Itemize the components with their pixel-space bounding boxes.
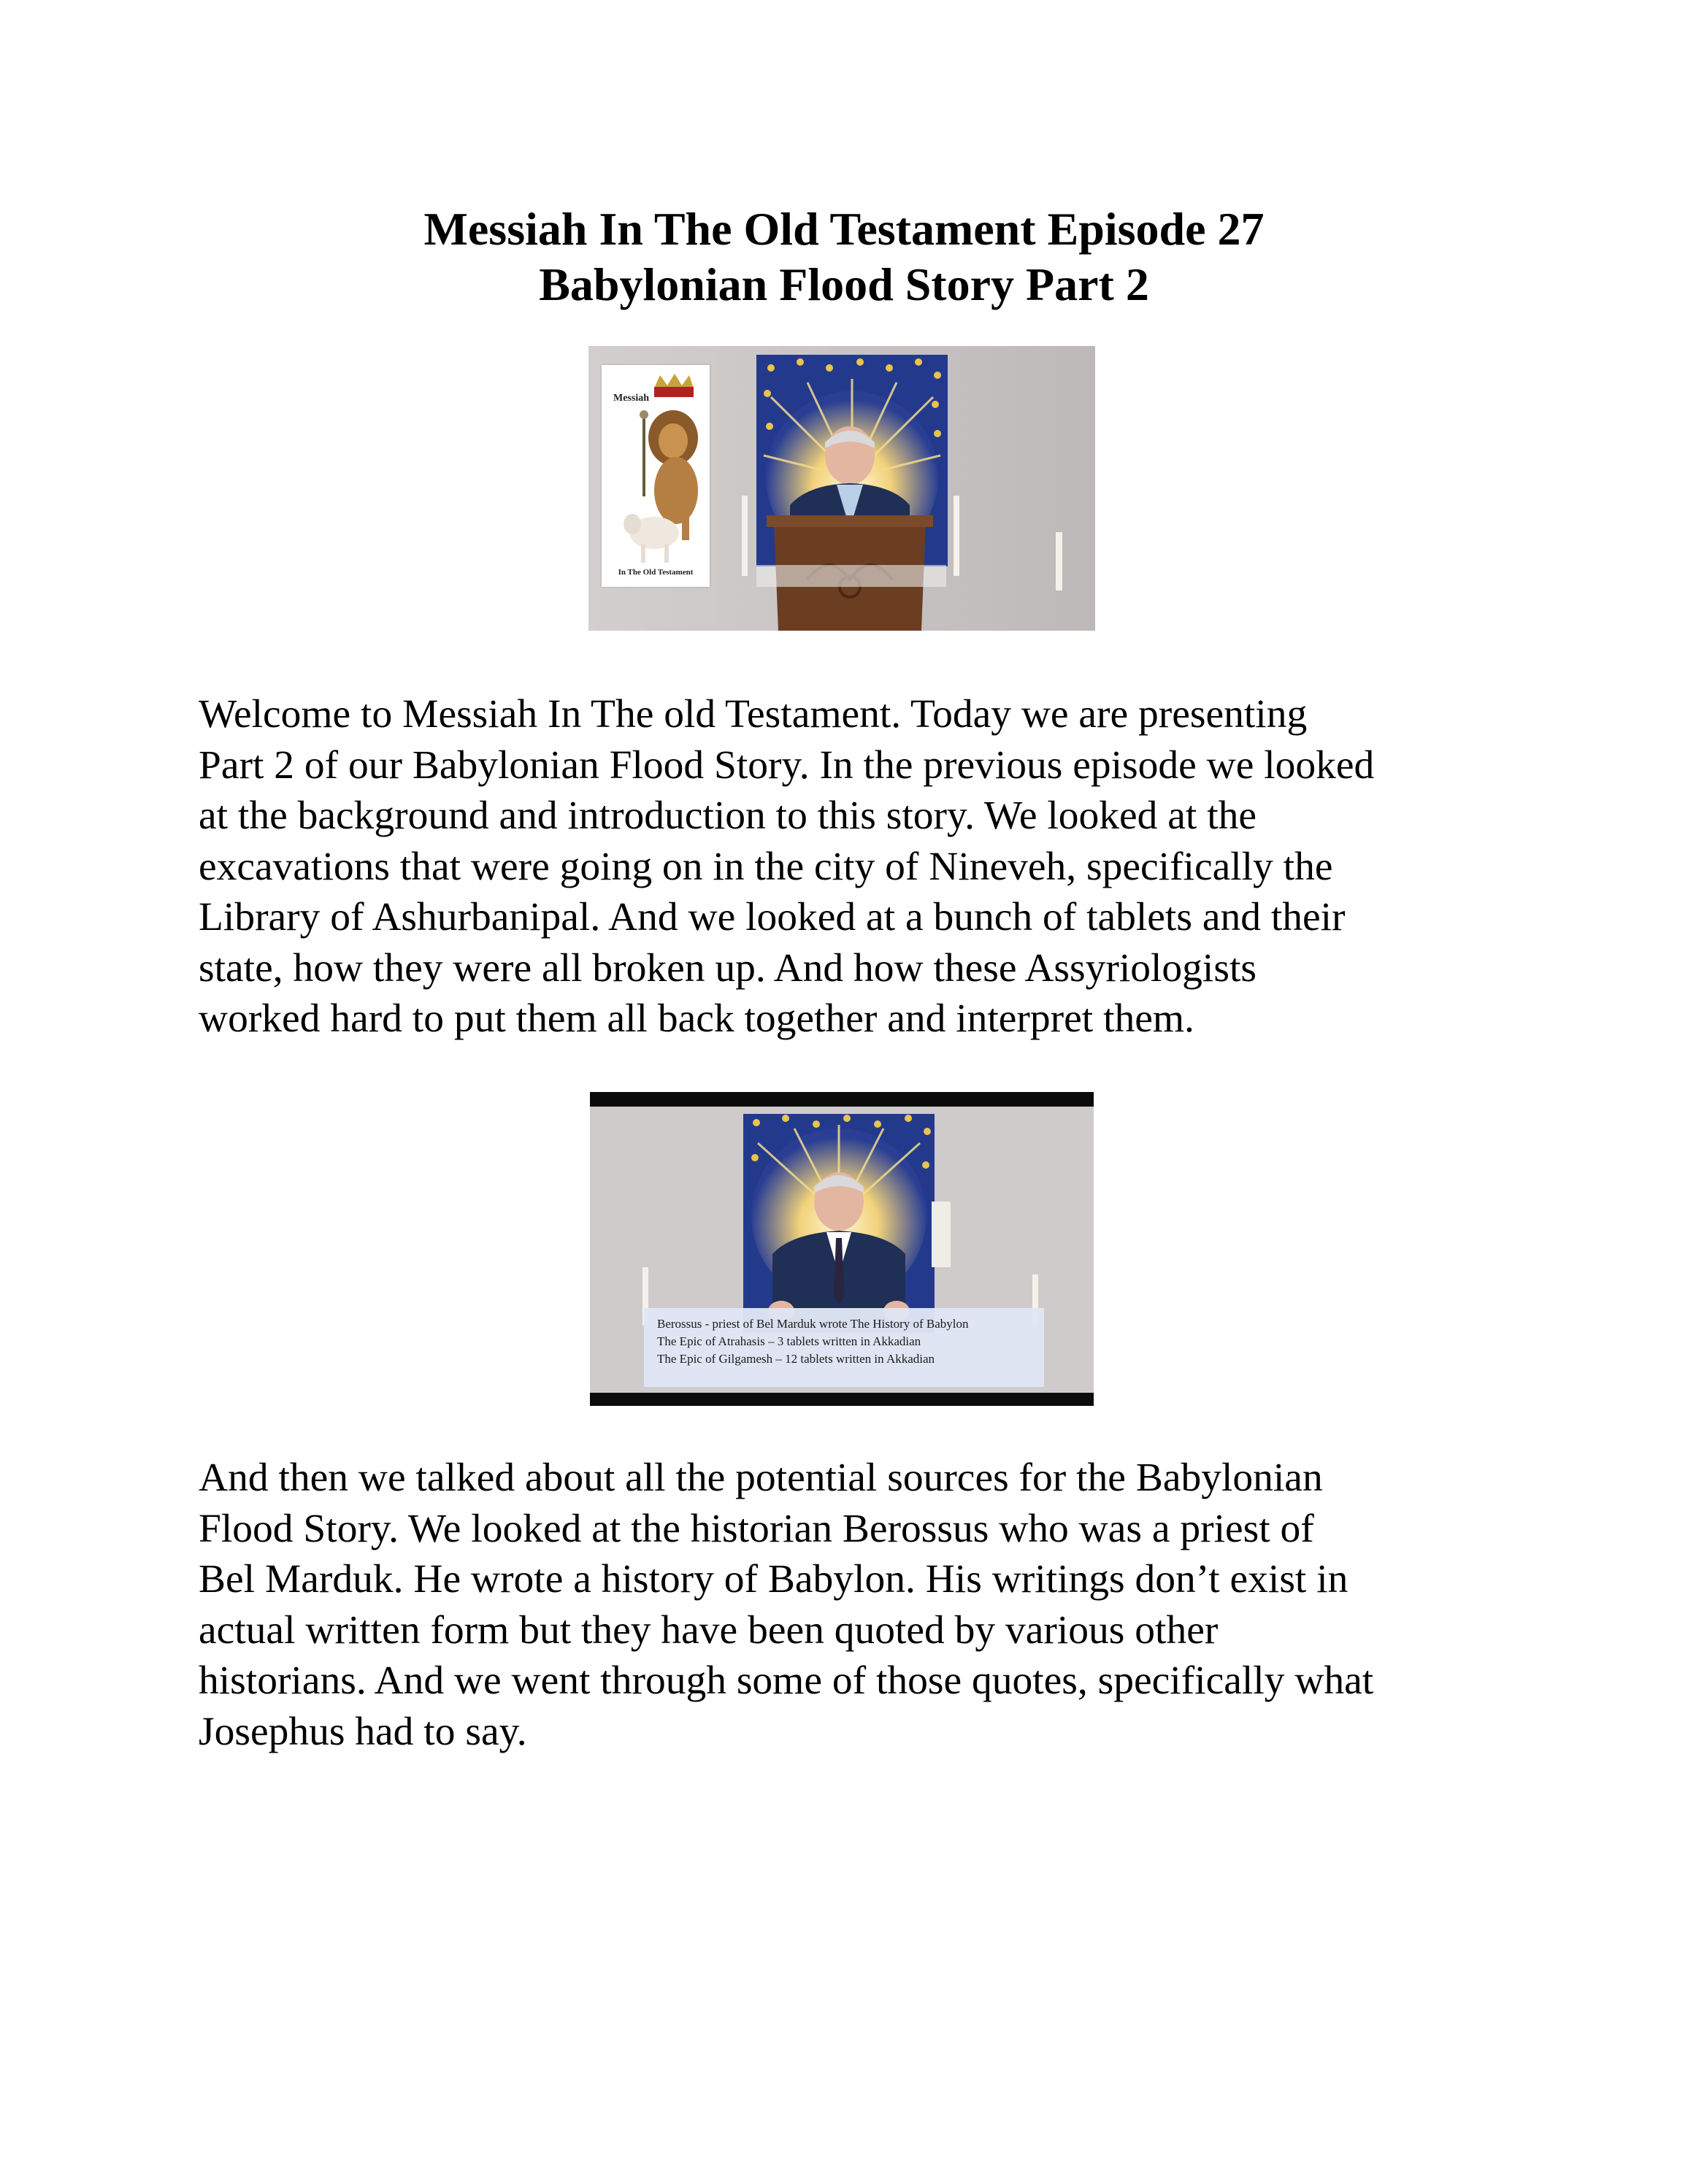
sources-paragraph (199, 1453, 1513, 1757)
lecture-photo-caption (590, 1092, 1094, 1406)
lecture-photo-pulpit (588, 346, 1095, 631)
paragraph-line: state, how they were all broken up. And how these Assyriologists (199, 945, 1257, 991)
lion-lamb-icon (602, 365, 710, 587)
logo-subtitle: In The Old Testament (618, 568, 694, 577)
paragraph-line: actual written form but they have been quoted by various other (199, 1607, 1219, 1653)
caption-line: The Epic of Gilgamesh – 12 tablets written in Akkadian (657, 1352, 935, 1366)
document-title-line-1: Messiah In The Old Testament Episode 27 (423, 203, 1265, 255)
paragraph-line: Welcome to Messiah In The old Testament. Today we are presenting (199, 692, 1308, 737)
paragraph-line: And then we talked about all the potential sources for the Babylonian (199, 1456, 1323, 1500)
paragraph-line: Josephus had to say. (199, 1709, 527, 1754)
caption-line: The Epic of Atrahasis – 3 tablets written in Akkadian (657, 1334, 921, 1348)
caption-line: Berossus - priest of Bel Marduk wrote The History of Babylon (657, 1317, 969, 1331)
document-title-line-2: Babylonian Flood Story Part 2 (539, 258, 1149, 310)
paragraph-line: historians. And we went through some of those quotes, specifically what (199, 1658, 1374, 1703)
messiah-logo-card (602, 365, 710, 587)
paragraph-line: Part 2 of our Babylonian Flood Story. In the previous episode we looked (199, 742, 1375, 788)
paragraph-line: Library of Ashurbanipal. And we looked at a bunch of tablets and their (199, 895, 1346, 939)
paragraph-line: at the background and introduction to this story. We looked at the (199, 793, 1257, 838)
paragraph-line: excavations that were going on in the city of Nineveh, specifically the (199, 844, 1333, 889)
logo-title: Messiah (613, 393, 649, 404)
slide-caption-box (644, 1308, 1044, 1387)
paragraph-line: worked hard to put them all back together and interpret them. (199, 996, 1194, 1041)
intro-paragraph (199, 689, 1513, 1045)
paragraph-line: Flood Story. We looked at the historian Berossus who was a priest of (199, 1506, 1314, 1551)
paragraph-line: Bel Marduk. He wrote a history of Babylon. His writings don’t exist in (199, 1557, 1349, 1602)
